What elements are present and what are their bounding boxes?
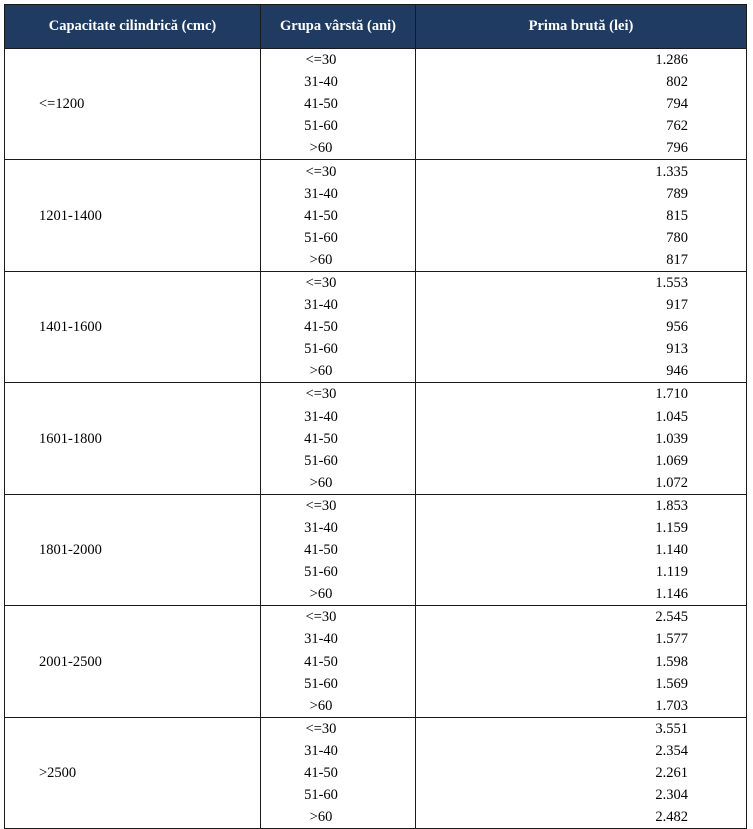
premium-cell: 815 (416, 205, 747, 227)
premium-cell: 946 (416, 360, 747, 383)
premium-cell: 1.703 (416, 695, 747, 718)
premium-cell: 2.545 (416, 606, 747, 629)
premium-cell: 794 (416, 93, 747, 115)
premium-cell: 1.045 (416, 406, 747, 428)
table-row (5, 383, 747, 406)
table-row (5, 494, 747, 517)
table-body (5, 49, 747, 829)
header-age-group: Grupa vârstă (ani) (261, 5, 416, 49)
age-group-cell: 51-60 (261, 673, 416, 695)
table-row (5, 49, 747, 72)
age-group-cell: 41-50 (261, 316, 416, 338)
age-group-cell: 31-40 (261, 517, 416, 539)
age-group-cell: >60 (261, 360, 416, 383)
premium-cell: 802 (416, 71, 747, 93)
table-row (5, 717, 747, 740)
age-group-cell: 51-60 (261, 338, 416, 360)
age-group-cell: <=30 (261, 606, 416, 629)
premium-cell: 780 (416, 227, 747, 249)
capacity-cell: >2500 (5, 717, 261, 828)
age-group-cell: 41-50 (261, 651, 416, 673)
age-group-cell: >60 (261, 695, 416, 718)
premium-cell: 1.577 (416, 628, 747, 650)
age-group-cell: <=30 (261, 271, 416, 294)
table-header (5, 5, 747, 49)
premium-cell: 917 (416, 294, 747, 316)
age-group-cell: <=30 (261, 49, 416, 72)
age-group-cell: 41-50 (261, 93, 416, 115)
age-group-cell: 41-50 (261, 428, 416, 450)
premium-cell: 1.069 (416, 450, 747, 472)
premium-cell: 1.286 (416, 49, 747, 72)
age-group-cell: 51-60 (261, 227, 416, 249)
age-group-cell: 31-40 (261, 71, 416, 93)
capacity-cell: 1401-1600 (5, 271, 261, 382)
age-group-cell: <=30 (261, 383, 416, 406)
premium-cell: 956 (416, 316, 747, 338)
premium-cell: 913 (416, 338, 747, 360)
premium-cell: 2.482 (416, 806, 747, 829)
age-group-cell: 31-40 (261, 406, 416, 428)
premium-cell: 1.119 (416, 561, 747, 583)
premium-cell: 1.553 (416, 271, 747, 294)
premium-cell: 2.354 (416, 740, 747, 762)
premium-table (4, 4, 747, 829)
age-group-cell: 51-60 (261, 115, 416, 137)
age-group-cell: 31-40 (261, 294, 416, 316)
premium-cell: 1.039 (416, 428, 747, 450)
capacity-cell: 2001-2500 (5, 606, 261, 717)
table-row (5, 160, 747, 183)
header-row (5, 5, 747, 49)
age-group-cell: >60 (261, 249, 416, 272)
premium-cell: 1.598 (416, 651, 747, 673)
age-group-cell: 31-40 (261, 740, 416, 762)
premium-cell: 1.146 (416, 583, 747, 606)
age-group-cell: 51-60 (261, 784, 416, 806)
age-group-cell: 31-40 (261, 628, 416, 650)
header-premium: Prima brută (lei) (416, 5, 747, 49)
age-group-cell: <=30 (261, 494, 416, 517)
age-group-cell: 51-60 (261, 561, 416, 583)
premium-cell: 817 (416, 249, 747, 272)
premium-cell: 3.551 (416, 717, 747, 740)
age-group-cell: 41-50 (261, 539, 416, 561)
premium-cell: 1.853 (416, 494, 747, 517)
premium-cell: 2.261 (416, 762, 747, 784)
age-group-cell: >60 (261, 806, 416, 829)
premium-cell: 796 (416, 137, 747, 160)
age-group-cell: 31-40 (261, 183, 416, 205)
premium-cell: 1.140 (416, 539, 747, 561)
capacity-cell: 1601-1800 (5, 383, 261, 494)
age-group-cell: 41-50 (261, 205, 416, 227)
premium-cell: 1.710 (416, 383, 747, 406)
premium-cell: 789 (416, 183, 747, 205)
age-group-cell: >60 (261, 472, 416, 495)
premium-cell: 1.569 (416, 673, 747, 695)
table-row (5, 271, 747, 294)
table-row (5, 606, 747, 629)
premium-cell: 2.304 (416, 784, 747, 806)
premium-cell: 1.335 (416, 160, 747, 183)
age-group-cell: 41-50 (261, 762, 416, 784)
age-group-cell: >60 (261, 583, 416, 606)
premium-cell: 1.072 (416, 472, 747, 495)
premium-cell: 1.159 (416, 517, 747, 539)
age-group-cell: <=30 (261, 160, 416, 183)
capacity-cell: 1801-2000 (5, 494, 261, 605)
age-group-cell: >60 (261, 137, 416, 160)
header-capacity: Capacitate cilindrică (cmc) (5, 5, 261, 49)
age-group-cell: 51-60 (261, 450, 416, 472)
premium-cell: 762 (416, 115, 747, 137)
age-group-cell: <=30 (261, 717, 416, 740)
capacity-cell: 1201-1400 (5, 160, 261, 271)
capacity-cell: <=1200 (5, 49, 261, 160)
